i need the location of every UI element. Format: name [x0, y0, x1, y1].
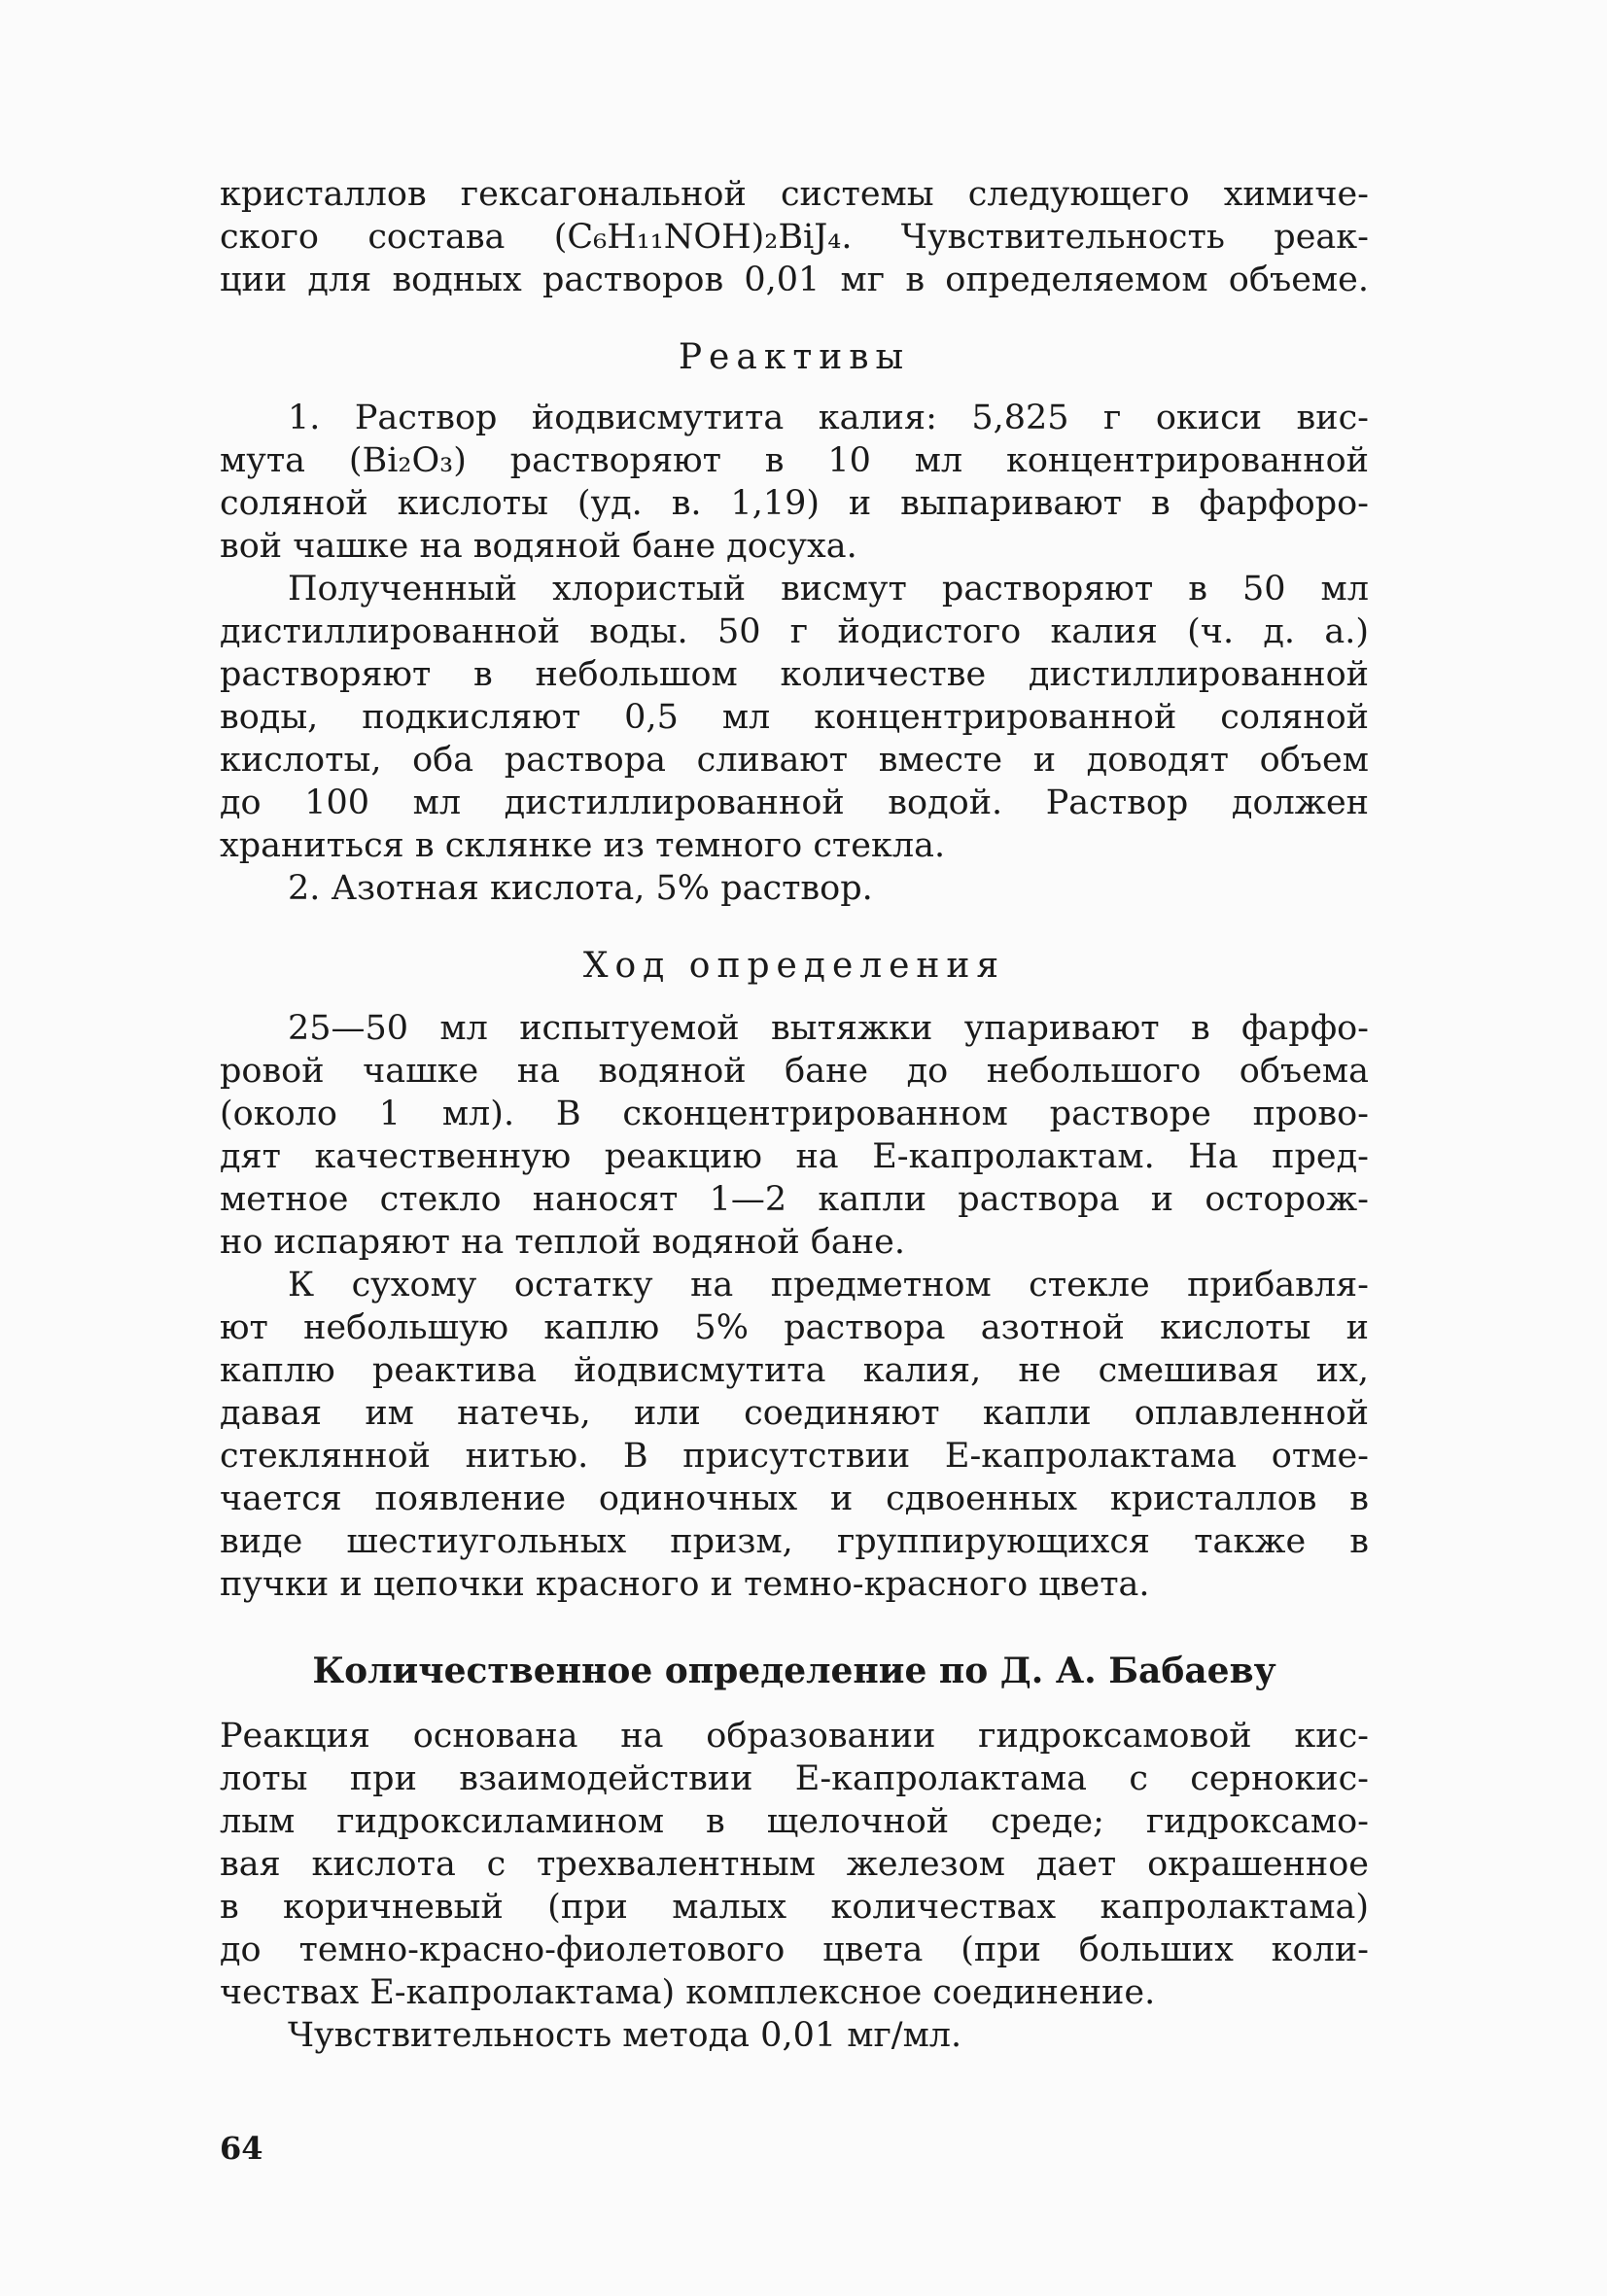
section-heading-procedure: Ход определения [582, 946, 1006, 986]
text-line: чается появление одиночных и сдвоенных кристаллов в [220, 1479, 1369, 1518]
text-line: чествах Е-капролактама) комплексное соединение. [220, 1973, 1156, 2012]
page-number: 64 [220, 2130, 263, 2167]
procedure-section [220, 1007, 1369, 1606]
text-line: дистиллированной воды. 50 г йодистого калия (ч. д. а.) [220, 612, 1369, 651]
text-line: стеклянной нитью. В присутствии Е-капролактама отме- [220, 1437, 1369, 1476]
intro-paragraph [220, 173, 1369, 301]
text-line: кислоты, оба раствора сливают вместе и доводят объем [220, 741, 1369, 780]
text-line: ского состава (C₆H₁₁NOH)₂BiJ₄. Чувствительность реак- [220, 218, 1369, 257]
text-line: 1. Раствор йодвисмутита калия: 5,825 г окиси вис- [288, 399, 1369, 437]
text-line: лым гидроксиламином в щелочной среде; гидроксамо- [220, 1802, 1369, 1841]
text-line: ровой чашке на водяной бане до небольшого объема [220, 1052, 1369, 1091]
text-line: К сухому остатку на предметном стекле прибавля- [288, 1266, 1369, 1305]
text-line: растворяют в небольшом количестве дистиллированной [220, 655, 1369, 694]
text-line: лоты при взаимодействии Е-капролактама с сернокис- [220, 1759, 1369, 1798]
text-line: пучки и цепочки красного и темно-красного цвета. [220, 1565, 1150, 1604]
text-line: кристаллов гексагональной системы следующего химиче- [220, 175, 1369, 214]
text-line: соляной кислоты (уд. в. 1,19) и выпаривают в фарфоро- [220, 484, 1369, 523]
text-line: ции для водных растворов 0,01 мг в определяемом объеме. [220, 261, 1369, 299]
text-line: вой чашке на водяной бане досуха. [220, 527, 857, 566]
text-line: (около 1 мл). В сконцентрированном растворе прово- [220, 1095, 1369, 1133]
text-line: мута (Bi₂O₃) растворяют в 10 мл концентрированной [220, 441, 1369, 480]
quantitative-section [220, 1715, 1369, 2057]
text-line: метное стекло наносят 1—2 капли раствора и осторож- [220, 1180, 1369, 1219]
text-line: до 100 мл дистиллированной водой. Раствор должен [220, 783, 1369, 822]
reagents-section [220, 397, 1369, 910]
text-line: вая кислота с трехвалентным железом дает окрашенное [220, 1845, 1369, 1884]
text-line: Чувствительность метода 0,01 мг/мл. [288, 2016, 962, 2055]
text-line: Реакция основана на образовании гидроксамовой кис- [220, 1717, 1369, 1756]
text-line: но испаряют на теплой водяной бане. [220, 1223, 905, 1262]
section-heading-reagents: Реактивы [678, 337, 911, 377]
section-heading-quantitative: Количественное определение по Д. А. Бабаеву [312, 1651, 1276, 1691]
text-line: давая им натечь, или соединяют капли оплавленной [220, 1394, 1369, 1433]
text-line: ют небольшую каплю 5% раствора азотной кислоты и [220, 1308, 1369, 1347]
text-line: Полученный хлористый висмут растворяют в 50 мл [288, 570, 1369, 609]
text-line: храниться в склянке из темного стекла. [220, 826, 946, 865]
text-line: виде шестиугольных призм, группирующихся также в [220, 1522, 1369, 1561]
text-line: до темно-красно-фиолетового цвета (при больших коли- [220, 1931, 1369, 1969]
text-line: 2. Азотная кислота, 5% раствор. [288, 869, 873, 908]
text-line: дят качественную реакцию на Е-капролактам. На пред- [220, 1137, 1369, 1176]
text-line: каплю реактива йодвисмутита калия, не смешивая их, [220, 1351, 1369, 1390]
text-line: в коричневый (при малых количествах капролактама) [220, 1888, 1369, 1927]
text-line: воды, подкисляют 0,5 мл концентрированной соляной [220, 698, 1369, 737]
text-line: 25—50 мл испытуемой вытяжки упаривают в фарфо- [288, 1009, 1369, 1048]
